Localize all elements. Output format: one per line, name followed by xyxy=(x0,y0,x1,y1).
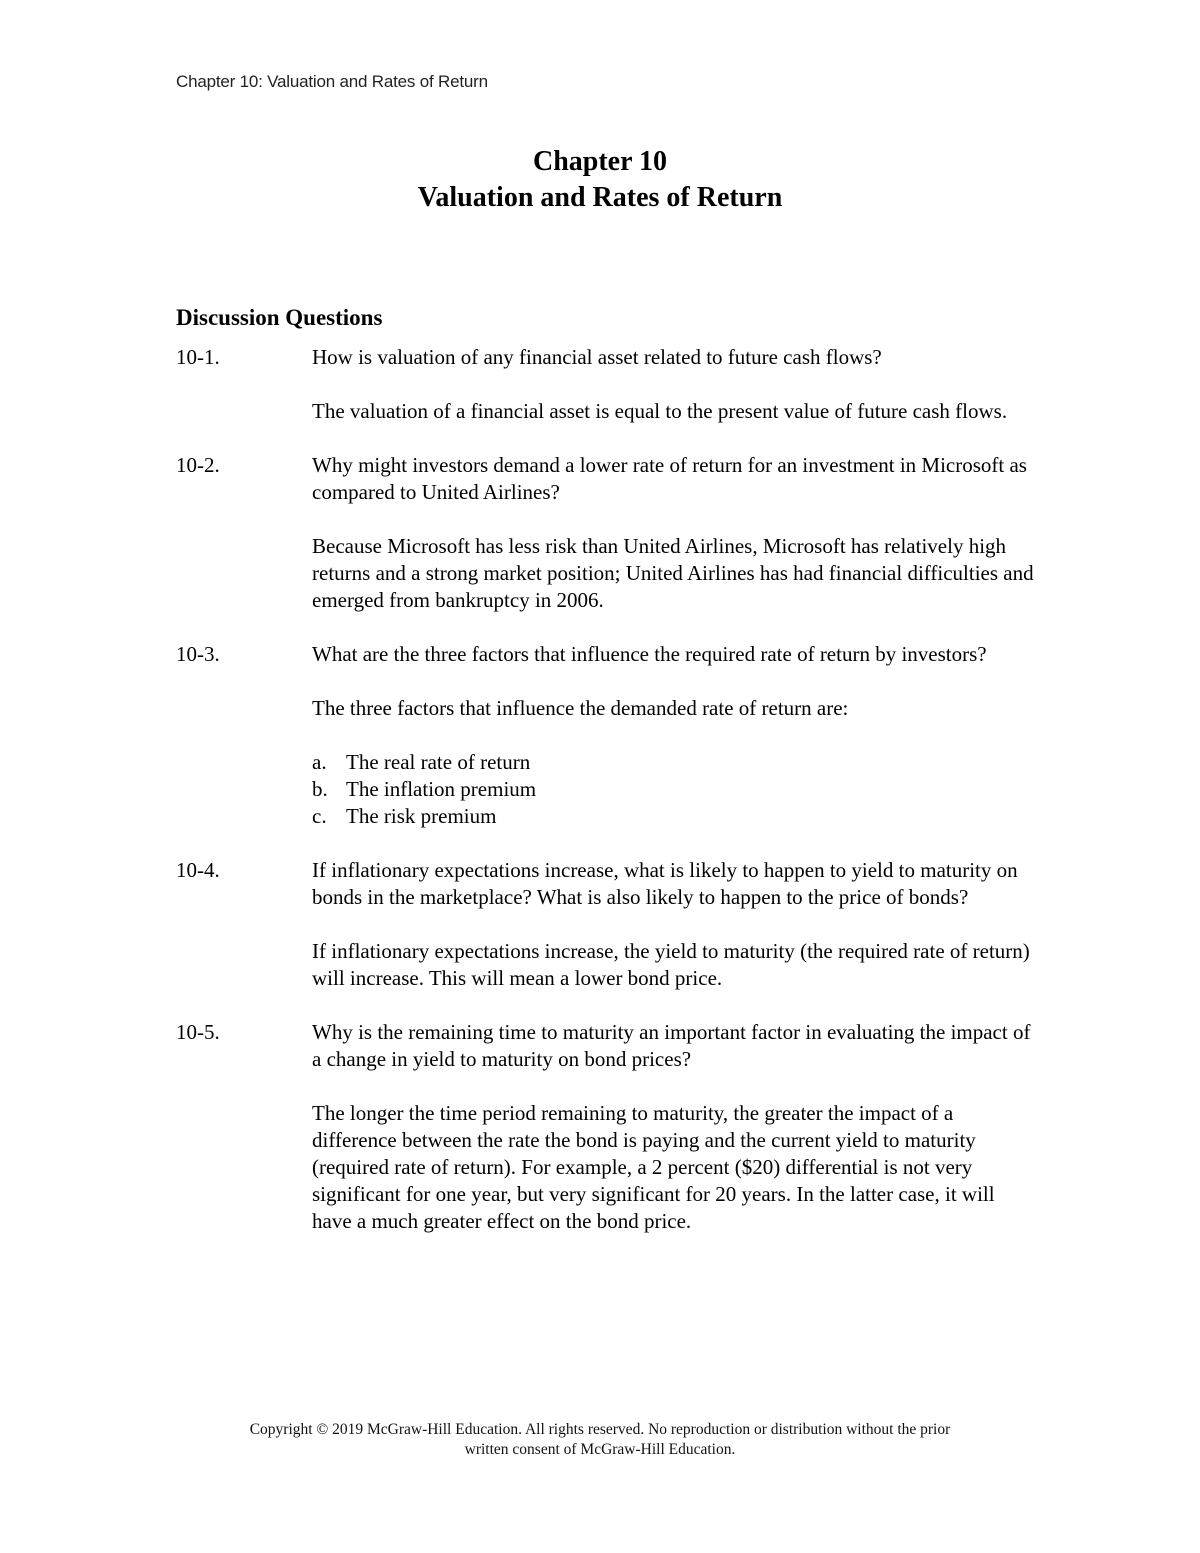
list-item-text: The real rate of return xyxy=(346,750,531,774)
answer-text: If inflationary expectations increase, the yield to maturity (the required rate of return) will increase. This will mean a lower bond price. xyxy=(312,939,1030,990)
question-text: Why is the remaining time to maturity an important factor in evaluating the impact of a change in yield to maturity on bond prices? xyxy=(312,1020,1031,1071)
list-item xyxy=(312,803,1036,830)
answer-text: The longer the time period remaining to maturity, the greater the impact of a difference between the rate the bond is paying and the current yield to maturity (required rate of return). For example, a 2 percent ($20) differential is not very significant for one year, but very significant for 20 years. In the latter case, it will have a much greater effect on the bond price. xyxy=(312,1101,995,1233)
question-item xyxy=(176,857,1036,992)
list-item xyxy=(312,776,1036,803)
question-number: 10-4. xyxy=(176,858,220,882)
question-text: What are the three factors that influence the required rate of return by investors? xyxy=(312,642,987,666)
question-text: Why might investors demand a lower rate of return for an investment in Microsoft as compared to United Airlines? xyxy=(312,453,1027,504)
discussion-questions-list xyxy=(176,344,1036,1262)
copyright-footer xyxy=(0,1420,1200,1460)
chapter-name: Valuation and Rates of Return xyxy=(417,182,783,213)
list-item-text: The inflation premium xyxy=(346,777,537,801)
chapter-title xyxy=(0,144,1200,216)
copyright-line-1: Copyright © 2019 McGraw-Hill Education. All rights reserved. No reproduction or distribution without the prior xyxy=(249,1421,951,1438)
answer-text: The valuation of a financial asset is equal to the present value of future cash flows. xyxy=(312,399,1008,423)
list-letter: a. xyxy=(312,750,327,774)
chapter-number: Chapter 10 xyxy=(532,146,668,177)
question-text: If inflationary expectations increase, what is likely to happen to yield to maturity on bonds in the marketplace? What is also likely to happen to the price of bonds? xyxy=(312,858,1018,909)
list-item-text: The risk premium xyxy=(346,804,497,828)
question-item xyxy=(176,641,1036,830)
question-number: 10-5. xyxy=(176,1020,220,1044)
copyright-line-2: written consent of McGraw-Hill Education. xyxy=(464,1441,736,1458)
question-item xyxy=(176,1019,1036,1235)
list-letter: b. xyxy=(312,777,328,801)
question-number: 10-1. xyxy=(176,345,220,369)
running-header: Chapter 10: Valuation and Rates of Return xyxy=(176,72,488,91)
factor-list xyxy=(312,749,1036,830)
question-number: 10-3. xyxy=(176,642,220,666)
section-heading: Discussion Questions xyxy=(176,305,383,330)
question-item xyxy=(176,452,1036,614)
question-text: How is valuation of any financial asset related to future cash flows? xyxy=(312,345,882,369)
question-item xyxy=(176,344,1036,425)
answer-text: Because Microsoft has less risk than United Airlines, Microsoft has relatively high returns and a strong market position; United Airlines has had financial difficulties and emerged from bankruptcy in 2006. xyxy=(312,534,1034,612)
list-letter: c. xyxy=(312,804,327,828)
list-item xyxy=(312,749,1036,776)
answer-text: The three factors that influence the demanded rate of return are: xyxy=(312,696,849,720)
question-number: 10-2. xyxy=(176,453,220,477)
